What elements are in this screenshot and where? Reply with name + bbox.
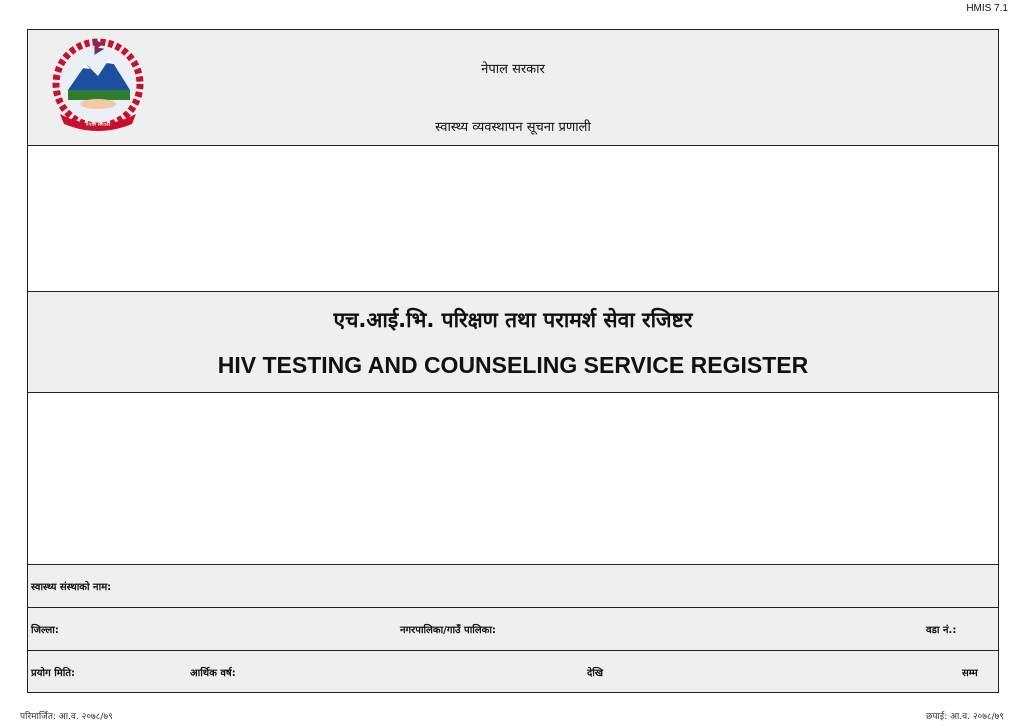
form-code: HMIS 7.1 — [966, 3, 1008, 14]
government-name: नेपाल सरकार — [481, 62, 545, 77]
facility-row — [28, 565, 998, 608]
usage-date-label: प्रयोग मिति: — [31, 668, 76, 679]
system-name: स्वास्थ्य व्यवस्थापन सूचना प्रणाली — [435, 120, 591, 135]
from-label: देखि — [587, 668, 604, 679]
header-band — [28, 30, 998, 146]
municipality-label: नगरपालिका/गाउँ पालिका: — [400, 625, 496, 636]
footer-printed: छपाई: आ.व. २०७८/७९ — [926, 712, 1004, 722]
district-label: जिल्ला: — [31, 625, 59, 636]
register-cover — [27, 29, 999, 693]
title-band — [28, 292, 998, 393]
emblem-text: नेपाल सरकार — [85, 122, 111, 128]
blank-area-top — [28, 146, 998, 292]
ward-label: वडा नं.: — [926, 625, 957, 636]
facility-name-label: स्वास्थ्य संस्थाको नाम: — [31, 582, 112, 593]
blank-area-bottom — [28, 393, 998, 565]
to-label: सम्म — [962, 668, 978, 679]
fiscal-year-label: आर्थिक वर्ष: — [190, 668, 236, 679]
title-nepali: एच.आई.भि. परिक्षण तथा परामर्श सेवा रजिष्टर — [333, 308, 693, 332]
date-row — [28, 651, 998, 692]
location-row — [28, 608, 998, 651]
footer-revised: परिमार्जित: आ.व. २०७८/७९ — [20, 712, 113, 722]
title-english: HIV TESTING AND COUNSELING SERVICE REGISTER — [217, 352, 809, 378]
